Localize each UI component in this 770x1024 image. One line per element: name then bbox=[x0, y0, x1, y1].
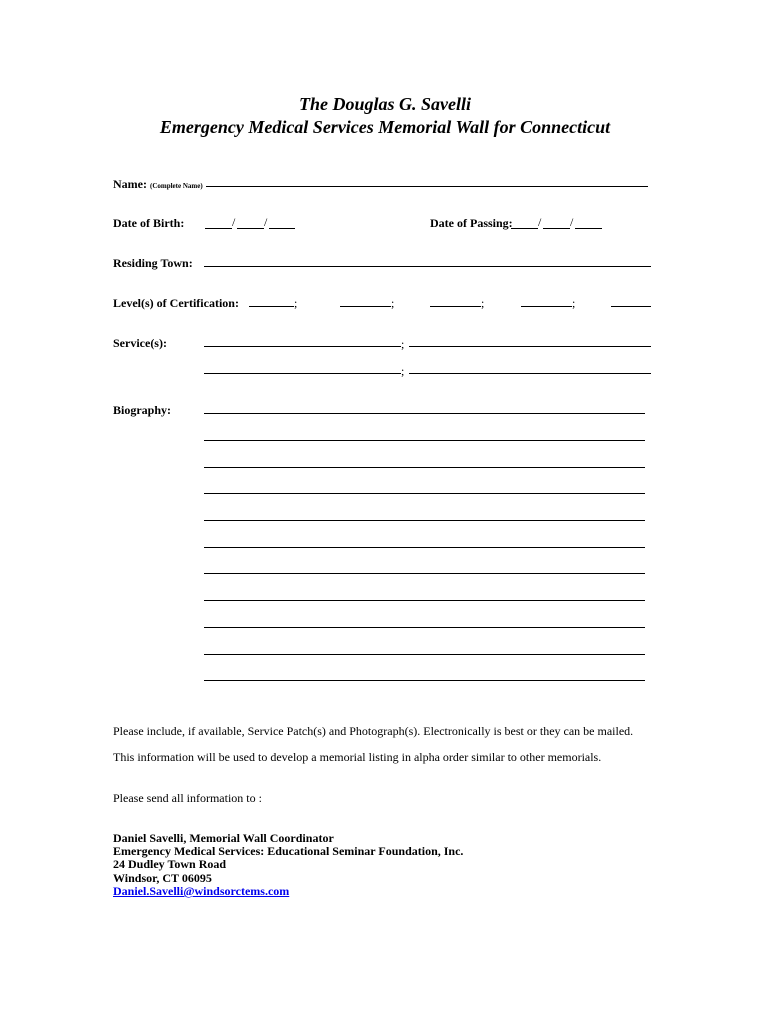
bio-line-2[interactable] bbox=[204, 440, 645, 441]
cert-sep-2: ; bbox=[391, 296, 395, 310]
name-label bbox=[113, 177, 203, 193]
send-note: Please send all information to : bbox=[113, 791, 262, 805]
passing-slash-2: / bbox=[570, 215, 574, 229]
form-title: The Douglas G. Savelli bbox=[298, 94, 471, 114]
dob-slash-2: / bbox=[264, 215, 268, 229]
cert-field-2[interactable] bbox=[340, 306, 391, 307]
dob-year-field[interactable] bbox=[269, 228, 295, 229]
service-field-3[interactable] bbox=[204, 373, 401, 374]
include-note: Please include, if available, Service Patch(s) and Photograph(s). Electronically is best or they can be mailed. bbox=[113, 724, 634, 738]
services-sep-1: ; bbox=[401, 337, 405, 351]
bio-line-1[interactable] bbox=[204, 413, 645, 414]
bio-line-4[interactable] bbox=[204, 493, 645, 494]
passing-day-field[interactable] bbox=[543, 228, 570, 229]
passing-month-field[interactable] bbox=[511, 228, 538, 229]
usage-note: This information will be used to develop a memorial listing in alpha order similar to other memorials. bbox=[113, 750, 602, 764]
passing-year-field[interactable] bbox=[575, 228, 602, 229]
bio-line-5[interactable] bbox=[204, 520, 645, 521]
bio-line-3[interactable] bbox=[204, 467, 645, 468]
bio-line-9[interactable] bbox=[204, 627, 645, 628]
bio-line-10[interactable] bbox=[204, 654, 645, 655]
services-label: Service(s): bbox=[113, 336, 167, 350]
cert-sep-1: ; bbox=[294, 296, 298, 310]
cert-sep-4: ; bbox=[572, 296, 576, 310]
cert-sep-3: ; bbox=[481, 296, 485, 310]
name-label-text: Name: bbox=[113, 177, 147, 191]
dob-slash-1: / bbox=[232, 215, 236, 229]
dob-label: Date of Birth: bbox=[113, 216, 185, 230]
dob-month-field[interactable] bbox=[205, 228, 232, 229]
cert-field-4[interactable] bbox=[521, 306, 572, 307]
cert-label: Level(s) of Certification: bbox=[113, 296, 239, 310]
town-label: Residing Town: bbox=[113, 256, 193, 270]
dob-day-field[interactable] bbox=[237, 228, 264, 229]
cert-field-5[interactable] bbox=[611, 306, 651, 307]
form-subtitle: Emergency Medical Services Memorial Wall for Connecticut bbox=[159, 117, 611, 137]
name-hint: (Complete Name) bbox=[149, 182, 203, 190]
service-field-2[interactable] bbox=[409, 346, 651, 347]
passing-slash-1: / bbox=[538, 215, 542, 229]
contact-email-link[interactable]: Daniel.Savelli@windsorctems.com bbox=[113, 884, 290, 898]
contact-street: 24 Dudley Town Road bbox=[113, 857, 227, 871]
cert-field-1[interactable] bbox=[249, 306, 294, 307]
passing-label: Date of Passing: bbox=[430, 216, 513, 230]
name-field-line[interactable] bbox=[206, 186, 648, 187]
service-field-4[interactable] bbox=[409, 373, 651, 374]
contact-org: Emergency Medical Services: Educational Seminar Foundation, Inc. bbox=[113, 844, 464, 858]
services-sep-2: ; bbox=[401, 364, 405, 378]
bio-line-7[interactable] bbox=[204, 573, 645, 574]
contact-name: Daniel Savelli, Memorial Wall Coordinator bbox=[113, 831, 334, 845]
contact-city: Windsor, CT 06095 bbox=[113, 871, 212, 885]
town-field-line[interactable] bbox=[204, 266, 651, 267]
bio-line-6[interactable] bbox=[204, 547, 645, 548]
bio-line-8[interactable] bbox=[204, 600, 645, 601]
service-field-1[interactable] bbox=[204, 346, 401, 347]
bio-line-11[interactable] bbox=[204, 680, 645, 681]
cert-field-3[interactable] bbox=[430, 306, 481, 307]
bio-label: Biography: bbox=[113, 403, 172, 417]
